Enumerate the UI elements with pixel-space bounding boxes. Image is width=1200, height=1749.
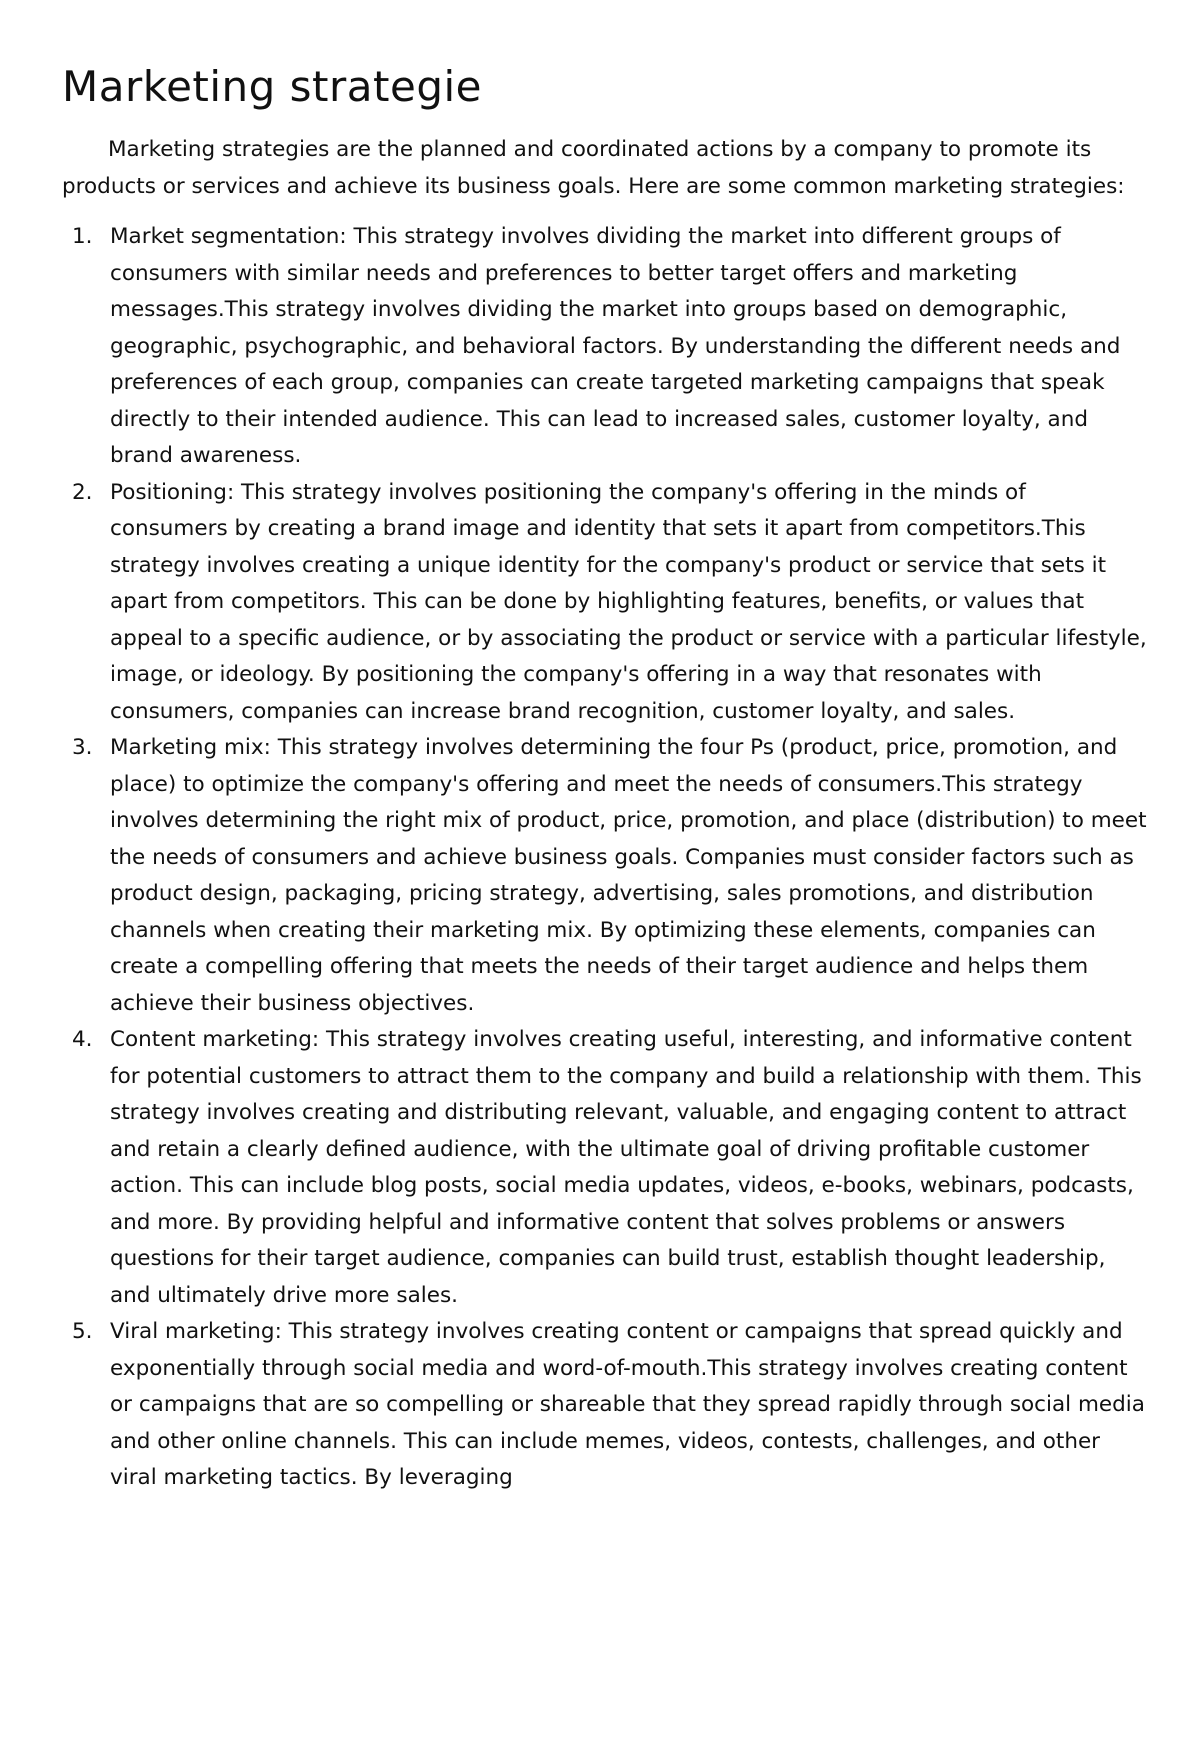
list-item-text: Marketing mix: This strategy involves determining the four Ps (product, price, promotion, and place) to optimize the company's offering and meet the needs of consumers.This strategy involves determining the right mix of product, price, promotion, and place (distribution) to meet the needs of consumers and achieve business goals. Companies must consider factors such as product design, packaging, pricing strategy, advertising, sales promotions, and distribution channels when creating their marketing mix. By optimizing these elements, companies can create a compelling offering that meets the needs of their target audience and helps them achieve their business objectives.: [110, 735, 1147, 1016]
list-item-number: 5.: [72, 1319, 93, 1345]
list-item-number: 1.: [72, 224, 93, 250]
list-item-text: Market segmentation: This strategy involves dividing the market into different groups of consumers with similar needs and preferences to better target offers and marketing messages.This strategy involves dividing the market into groups based on demographic, geographic, psychographic, and behavioral factors. By understanding the different needs and preferences of each group, companies can create targeted marketing campaigns that speak directly to their intended audience. This can lead to increased sales, customer loyalty, and brand awareness.: [110, 224, 1121, 469]
list-item-positioning: [62, 475, 1147, 731]
list-item-market-segmentation: [62, 219, 1147, 475]
list-item-text: Positioning: This strategy involves positioning the company's offering in the minds of consumers by creating a brand image and identity that sets it apart from competitors.This strategy involves creating a unique identity for the company's product or service that sets it apart from competitors. This can be done by highlighting features, benefits, or values that appeal to a specific audience, or by associating the product or service with a particular lifestyle, image, or ideology. By positioning the company's offering in a way that resonates with consumers, companies can increase brand recognition, customer loyalty, and sales.: [110, 479, 1147, 724]
list-item-marketing-mix: [62, 730, 1147, 1022]
list-item-number: 3.: [72, 735, 93, 761]
strategy-list: [62, 219, 1147, 1497]
document-page: [62, 62, 1147, 1497]
list-item-viral-marketing: [62, 1314, 1147, 1497]
list-item-text: Viral marketing: This strategy involves creating content or campaigns that spread quickly and exponentially through social media and word-of-mouth.This strategy involves creating content or campaigns that are so compelling or shareable that they spread rapidly through social media and other online channels. This can include memes, videos, contests, challenges, and other viral marketing tactics. By leveraging: [110, 1319, 1145, 1491]
list-item-number: 4.: [72, 1027, 93, 1053]
list-item-content-marketing: [62, 1022, 1147, 1314]
list-item-number: 2.: [72, 479, 93, 505]
intro-paragraph: Marketing strategies are the planned and coordinated actions by a company to promote its products or services and achieve its business goals. Here are some common marketing strategies:: [62, 137, 1125, 199]
list-item-text: Content marketing: This strategy involves creating useful, interesting, and informative content for potential customers to attract them to the company and build a relationship with them. This strategy involves creating and distributing relevant, valuable, and engaging content to attract and retain a clearly defined audience, with the ultimate goal of driving profitable customer action. This can include blog posts, social media updates, videos, e-books, webinars, podcasts, and more. By providing helpful and informative content that solves problems or answers questions for their target audience, companies can build trust, establish thought leadership, and ultimately drive more sales.: [110, 1027, 1142, 1308]
document-title: Marketing strategie: [62, 62, 483, 111]
